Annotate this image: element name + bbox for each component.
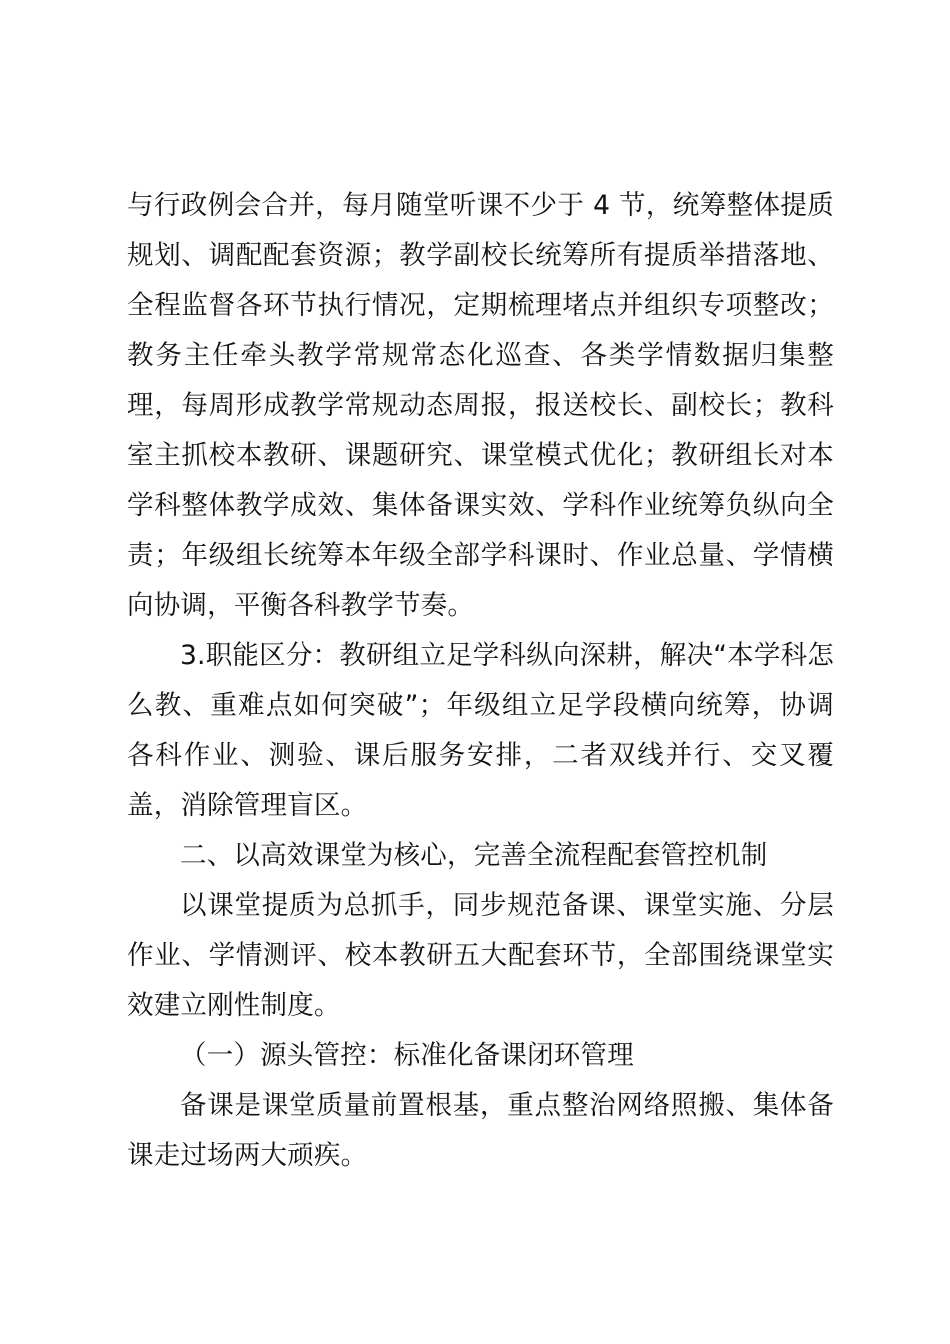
paragraph-lesson-prep: 备课是课堂质量前置根基，重点整治网络照搬、集体备课走过场两大顽疾。 xyxy=(127,1090,834,1171)
document-body xyxy=(127,181,834,1181)
paragraph-function-distinction: 3.职能区分：教研组立足学科纵向深耕，解决“本学科怎么教、重难点如何突破”；年级组立足学段横向统筹，协调各科作业、测验、课后服务安排，二者双线并行、交叉覆盖，消除管理盲区。 xyxy=(127,640,834,821)
subsection-heading-lesson-prep: （一）源头管控：标准化备课闭环管理 xyxy=(180,1040,634,1071)
paragraph-responsibilities: 与行政例会合并，每月随堂听课不少于 4 节，统筹整体提质规划、调配配套资源；教学副校长统筹所有提质举措落地、全程监督各环节执行情况，定期梳理堵点并组织专项整改；教务主任牵头教学常规常态化巡查、各类学情数据归集整理，每周形成教学常规动态周报，报送校长、副校长；教科室主抓校本教研、课题研究、课堂模式优化；教研组长对本学科整体教学成效、集体备课实效、学科作业统筹负纵向全责；年级组长统筹本年级全部学科课时、作业总量、学情横向协调，平衡各科教学节奏。 xyxy=(127,190,834,621)
section-heading-efficient-classroom: 二、以高效课堂为核心，完善全流程配套管控机制 xyxy=(180,840,768,871)
paragraph-classroom-quality: 以课堂提质为总抓手，同步规范备课、课堂实施、分层作业、学情测评、校本教研五大配套环节，全部围绕课堂实效建立刚性制度。 xyxy=(127,890,834,1021)
